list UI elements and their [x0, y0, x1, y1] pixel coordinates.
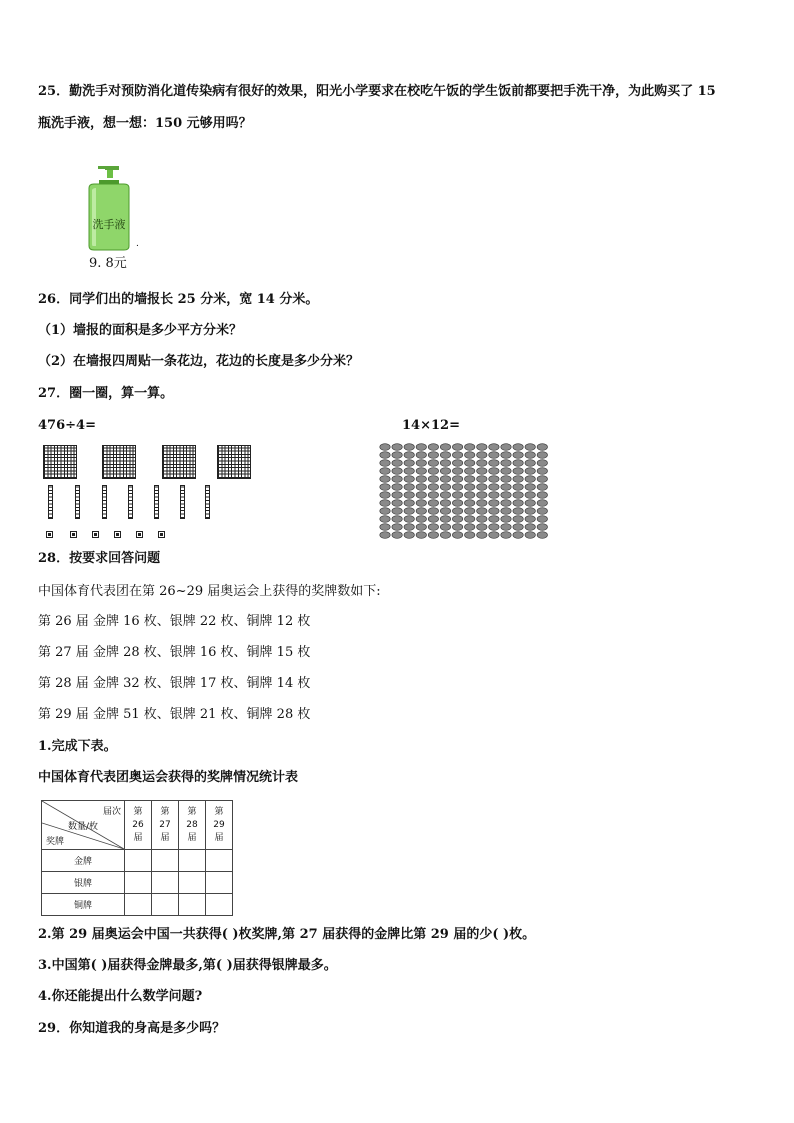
dot — [537, 532, 547, 539]
col-header-29: 第 29 届 — [206, 801, 233, 850]
dot — [440, 444, 450, 451]
dot — [477, 452, 487, 459]
dot — [513, 508, 523, 515]
dot — [416, 444, 426, 451]
dot — [501, 468, 511, 475]
dot — [404, 532, 414, 539]
one-cube — [158, 531, 165, 538]
dot — [537, 524, 547, 531]
q26-sub2: （2）在墙报四周贴一条花边，花边的长度是多少分米？ — [38, 354, 360, 369]
dot — [428, 524, 438, 531]
row-label-gold: 金牌 — [42, 850, 125, 872]
dot — [525, 444, 535, 451]
dot — [489, 444, 499, 451]
table-row — [42, 894, 233, 916]
q28-intro: 中国体育代表团在第 26~29 届奥运会上获得的奖牌数如下: — [38, 584, 381, 599]
dot — [440, 516, 450, 523]
q28-task3: 3.中国第( )届获得金牌最多,第( )届获得银牌最多。 — [38, 958, 337, 973]
ten-rod — [102, 485, 107, 519]
dot — [428, 484, 438, 491]
dot — [501, 524, 511, 531]
dot — [477, 500, 487, 507]
dot — [537, 460, 547, 467]
dot — [380, 468, 390, 475]
dot — [489, 452, 499, 459]
soap-price: 9. 8元 — [89, 256, 127, 271]
q27-stem: 27．圈一圈，算一算。 — [38, 386, 174, 401]
dot — [537, 484, 547, 491]
dot — [392, 532, 402, 539]
dot — [428, 444, 438, 451]
dot — [465, 524, 475, 531]
dot — [465, 508, 475, 515]
dot — [404, 516, 414, 523]
dot — [477, 516, 487, 523]
dot — [416, 500, 426, 507]
one-cube — [92, 531, 99, 538]
dot — [416, 516, 426, 523]
dot — [537, 444, 547, 451]
dot — [392, 468, 402, 475]
dot — [416, 468, 426, 475]
bottle-label: 洗手液 — [92, 218, 126, 231]
dot — [477, 468, 487, 475]
dot — [525, 452, 535, 459]
dot — [428, 476, 438, 483]
table-cell[interactable] — [179, 894, 206, 916]
ten-rod — [75, 485, 80, 519]
dot — [537, 492, 547, 499]
dot — [452, 484, 462, 491]
dot — [513, 524, 523, 531]
hundred-block — [43, 445, 77, 479]
dot — [525, 508, 535, 515]
dot — [452, 492, 462, 499]
ten-rod — [128, 485, 133, 519]
table-cell[interactable] — [206, 894, 233, 916]
dot — [452, 508, 462, 515]
dot-mark: . — [136, 239, 139, 249]
dot — [452, 444, 462, 451]
dot — [465, 500, 475, 507]
dot — [404, 484, 414, 491]
dot — [513, 516, 523, 523]
dot — [392, 484, 402, 491]
dot — [513, 532, 523, 539]
dot — [501, 492, 511, 499]
dot — [428, 452, 438, 459]
dot — [537, 516, 547, 523]
dot — [477, 476, 487, 483]
dot — [428, 500, 438, 507]
dot — [477, 492, 487, 499]
dot — [501, 460, 511, 467]
ten-rod — [205, 485, 210, 519]
dot — [537, 500, 547, 507]
dot — [513, 460, 523, 467]
dot — [489, 524, 499, 531]
dot — [489, 468, 499, 475]
dot — [452, 452, 462, 459]
dot — [525, 476, 535, 483]
dot — [380, 460, 390, 467]
one-cube — [136, 531, 143, 538]
dot — [380, 524, 390, 531]
dot — [477, 484, 487, 491]
table-cell[interactable] — [152, 894, 179, 916]
dot — [416, 476, 426, 483]
dot — [392, 476, 402, 483]
dot — [392, 500, 402, 507]
table-cell[interactable] — [125, 872, 152, 894]
dot — [501, 444, 511, 451]
q28-task2: 2.第 29 届奥运会中国一共获得( )枚奖牌,第 27 届获得的金牌比第 29 届的少( )枚。 — [38, 927, 536, 942]
dot — [489, 476, 499, 483]
dot — [501, 452, 511, 459]
dot — [440, 524, 450, 531]
dot — [404, 460, 414, 467]
dot — [513, 468, 523, 475]
dot — [513, 484, 523, 491]
dot — [465, 476, 475, 483]
q28-line-27: 第 27 届 金牌 28 枚、银牌 16 枚、铜牌 15 枚 — [38, 645, 311, 660]
dot — [525, 524, 535, 531]
dot — [404, 468, 414, 475]
dot — [428, 532, 438, 539]
dot — [477, 444, 487, 451]
ten-rod — [48, 485, 53, 519]
one-cube — [114, 531, 121, 538]
dot — [465, 516, 475, 523]
dot — [465, 484, 475, 491]
dot — [452, 524, 462, 531]
q27-left-expression: 476÷4= — [38, 418, 96, 433]
dot — [489, 508, 499, 515]
dot — [440, 468, 450, 475]
one-cube — [70, 531, 77, 538]
table-corner-cell — [42, 801, 125, 850]
dot — [440, 508, 450, 515]
q28-task1: 1.完成下表。 — [38, 739, 117, 754]
row-label-silver: 银牌 — [42, 872, 125, 894]
dot — [489, 484, 499, 491]
q28-table-title: 中国体育代表团奥运会获得的奖牌情况统计表 — [38, 770, 299, 785]
table-cell[interactable] — [206, 850, 233, 872]
hundred-block — [102, 445, 136, 479]
row-label-bronze: 铜牌 — [42, 894, 125, 916]
dot — [440, 484, 450, 491]
dot — [440, 532, 450, 539]
dot — [525, 484, 535, 491]
dot — [392, 460, 402, 467]
table-cell[interactable] — [179, 872, 206, 894]
q26-sub1: （1）墙报的面积是多少平方分米？ — [38, 323, 243, 338]
table-row — [42, 850, 233, 872]
dot — [428, 460, 438, 467]
dot — [392, 452, 402, 459]
q28-line-29: 第 29 届 金牌 51 枚、银牌 21 枚、铜牌 28 枚 — [38, 707, 311, 722]
q28-task4: 4.你还能提出什么数学问题? — [38, 989, 203, 1004]
hundred-block — [217, 445, 251, 479]
dot — [513, 492, 523, 499]
dot — [440, 460, 450, 467]
dot — [404, 500, 414, 507]
dot — [537, 468, 547, 475]
corner-label-medal: 奖牌 — [46, 837, 65, 847]
dot — [501, 532, 511, 539]
q25-line1: 25．勤洗手对预防消化道传染病有很好的效果，阳光小学要求在校吃午饭的学生饭前都要把手洗干净，为此购买了 15 — [38, 84, 716, 99]
dot-array — [378, 442, 554, 540]
dot — [380, 444, 390, 451]
table-cell[interactable] — [152, 850, 179, 872]
dot — [392, 444, 402, 451]
table-cell[interactable] — [179, 850, 206, 872]
q26-stem: 26．同学们出的墙报长 25 分米，宽 14 分米。 — [38, 292, 319, 307]
dot — [452, 476, 462, 483]
dot — [525, 460, 535, 467]
dot — [501, 508, 511, 515]
q25-line2: 瓶洗手液，想一想：150 元够用吗？ — [38, 116, 252, 131]
dot — [525, 492, 535, 499]
table-cell[interactable] — [206, 872, 233, 894]
dot — [404, 452, 414, 459]
dot — [501, 476, 511, 483]
dot — [440, 492, 450, 499]
dot — [525, 468, 535, 475]
dot — [452, 460, 462, 467]
dot — [501, 500, 511, 507]
dot — [380, 452, 390, 459]
dot — [537, 476, 547, 483]
dot — [465, 468, 475, 475]
dot — [513, 444, 523, 451]
dot — [392, 492, 402, 499]
dot — [489, 492, 499, 499]
one-cube — [46, 531, 53, 538]
corner-label-quantity: 数量/枚 — [68, 822, 99, 832]
ten-rod — [154, 485, 159, 519]
dot — [380, 508, 390, 515]
dot — [428, 468, 438, 475]
dot — [404, 508, 414, 515]
table-row — [42, 872, 233, 894]
dot — [428, 516, 438, 523]
dot — [416, 492, 426, 499]
dot — [380, 492, 390, 499]
dot — [380, 532, 390, 539]
dot — [416, 508, 426, 515]
dot — [452, 500, 462, 507]
dot — [477, 508, 487, 515]
dot — [489, 460, 499, 467]
dot — [380, 476, 390, 483]
dot — [525, 500, 535, 507]
dot — [416, 524, 426, 531]
q28-line-26: 第 26 届 金牌 16 枚、银牌 22 枚、铜牌 12 枚 — [38, 614, 311, 629]
dot — [440, 476, 450, 483]
dot — [440, 500, 450, 507]
table-cell[interactable] — [125, 850, 152, 872]
dot — [465, 444, 475, 451]
col-header-26: 第 26 届 — [125, 801, 152, 850]
corner-label-session: 届次 — [102, 807, 121, 817]
dot — [404, 492, 414, 499]
dot — [477, 524, 487, 531]
dot — [392, 516, 402, 523]
dot — [452, 516, 462, 523]
medal-table — [41, 800, 233, 916]
dot — [404, 444, 414, 451]
dot — [392, 524, 402, 531]
dot — [501, 516, 511, 523]
dot — [501, 484, 511, 491]
ten-rod — [180, 485, 185, 519]
dot — [513, 452, 523, 459]
dot — [465, 492, 475, 499]
dot — [380, 516, 390, 523]
dot — [416, 484, 426, 491]
dot — [525, 532, 535, 539]
hand-soap-bottle-image — [84, 166, 134, 252]
dot — [392, 508, 402, 515]
dot — [416, 532, 426, 539]
table-cell[interactable] — [152, 872, 179, 894]
q29-stem: 29．你知道我的身高是多少吗？ — [38, 1021, 226, 1036]
q28-line-28: 第 28 届 金牌 32 枚、银牌 17 枚、铜牌 14 枚 — [38, 676, 311, 691]
dot — [380, 500, 390, 507]
hundred-block — [162, 445, 196, 479]
q27-right-expression: 14×12= — [402, 418, 460, 433]
col-header-28: 第 28 届 — [179, 801, 206, 850]
dot — [452, 468, 462, 475]
table-cell[interactable] — [125, 894, 152, 916]
dot — [452, 532, 462, 539]
dot — [477, 460, 487, 467]
dot — [465, 452, 475, 459]
col-header-27: 第 27 届 — [152, 801, 179, 850]
dot — [465, 532, 475, 539]
dot — [489, 532, 499, 539]
dot — [428, 492, 438, 499]
dot — [416, 452, 426, 459]
dot — [465, 460, 475, 467]
dot — [489, 516, 499, 523]
dot — [537, 452, 547, 459]
dot — [477, 532, 487, 539]
dot — [380, 484, 390, 491]
dot — [513, 476, 523, 483]
dot — [416, 460, 426, 467]
dot — [525, 516, 535, 523]
dot — [513, 500, 523, 507]
dot — [489, 500, 499, 507]
dot — [404, 476, 414, 483]
dot — [537, 508, 547, 515]
dot — [428, 508, 438, 515]
dot — [440, 452, 450, 459]
dot — [404, 524, 414, 531]
q28-stem: 28．按要求回答问题 — [38, 551, 161, 566]
